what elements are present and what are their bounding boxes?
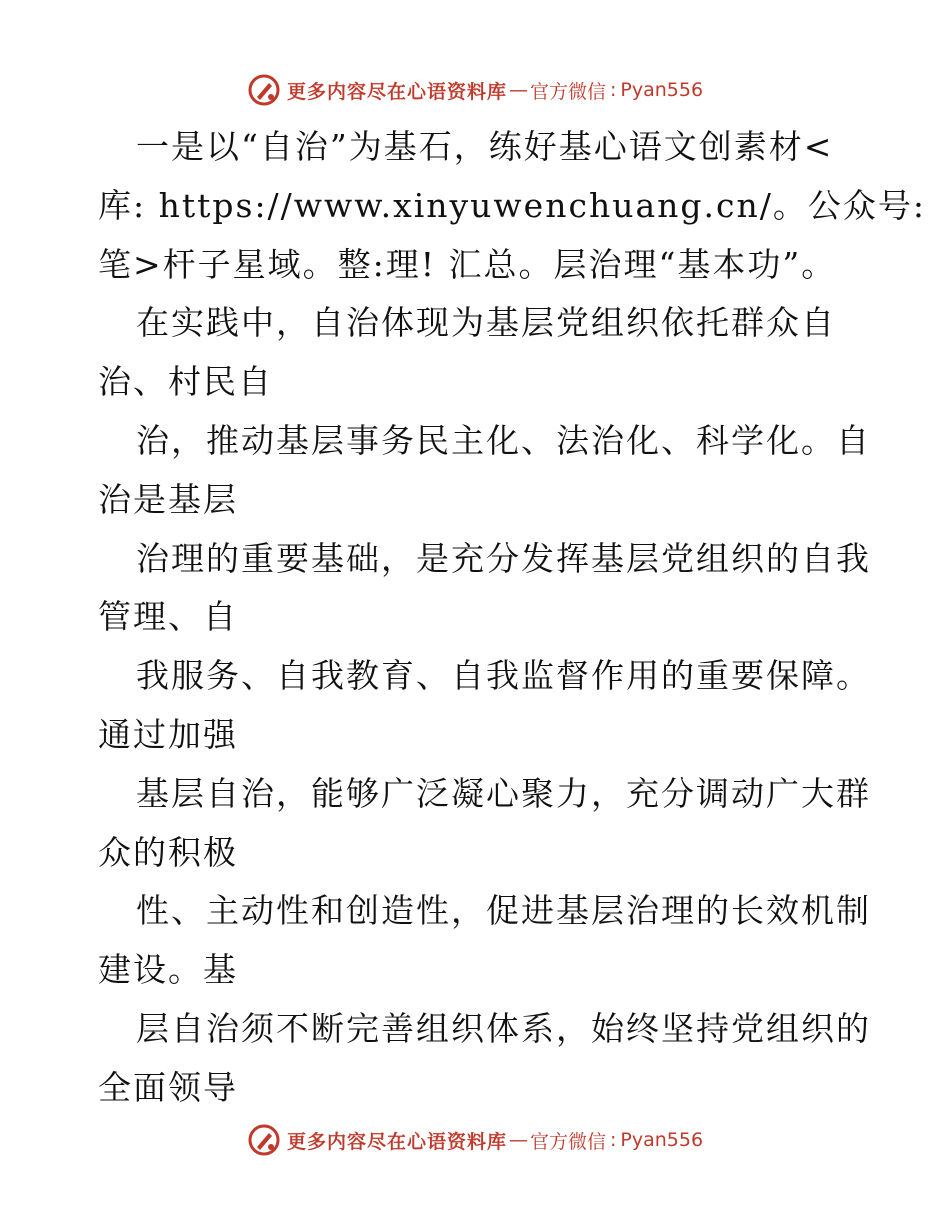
- text-line: 我服务、自我教育、自我监督作用的重要保障。: [136, 656, 871, 696]
- banner-dash: —: [508, 79, 528, 101]
- banner-slogan: 更多内容尽在心语资料库: [286, 1130, 507, 1153]
- text-line: 层自治须不断完善组织体系，始终坚持党组织的: [136, 1008, 871, 1048]
- banner-wechat-id: Pyan556: [620, 1129, 704, 1151]
- banner-separator: :: [609, 1129, 617, 1151]
- banner-dash: —: [508, 1129, 528, 1151]
- text-line: 治、村民自: [98, 362, 273, 402]
- banner-wechat-id: Pyan556: [620, 79, 704, 101]
- text-line: 全面领导: [98, 1067, 238, 1107]
- text-line: 通过加强: [98, 714, 238, 754]
- text-line: 众的积极: [98, 832, 238, 872]
- document-body: [98, 118, 926, 1118]
- text-line: 管理、自: [98, 597, 238, 637]
- text-line: 性、主动性和创造性，促进基层治理的长效机制: [136, 891, 871, 931]
- text-line: 治，推动基层事务民主化、法治化、科学化。自: [136, 420, 871, 460]
- banner-separator: :: [609, 79, 617, 101]
- text-line: 一是以“自治”为基石，练好基心语文创素材<: [136, 127, 834, 166]
- text-line: 在实践中，自治体现为基层党组织依托群众自: [136, 303, 836, 343]
- text-line: 笔>杆子星域。整:理! 汇总。层治理“基本功”。: [98, 244, 837, 284]
- text-line: 治是基层: [98, 479, 238, 519]
- header-banner: [0, 70, 950, 110]
- banner-slogan: 更多内容尽在心语资料库: [286, 80, 507, 103]
- brand-logo-icon: [247, 1123, 281, 1157]
- banner-label: 官方微信: [529, 1130, 606, 1153]
- footer-banner: [0, 1120, 950, 1160]
- text-line: 库: https://www.xinyuwenchuang.cn/。公众号:: [98, 185, 926, 225]
- text-line: 建设。基: [98, 950, 238, 990]
- brand-logo-icon: [247, 73, 281, 107]
- text-line: 治理的重要基础，是充分发挥基层党组织的自我: [136, 538, 871, 578]
- banner-label: 官方微信: [529, 80, 606, 103]
- text-line: 基层自治，能够广泛凝心聚力，充分调动广大群: [136, 773, 871, 813]
